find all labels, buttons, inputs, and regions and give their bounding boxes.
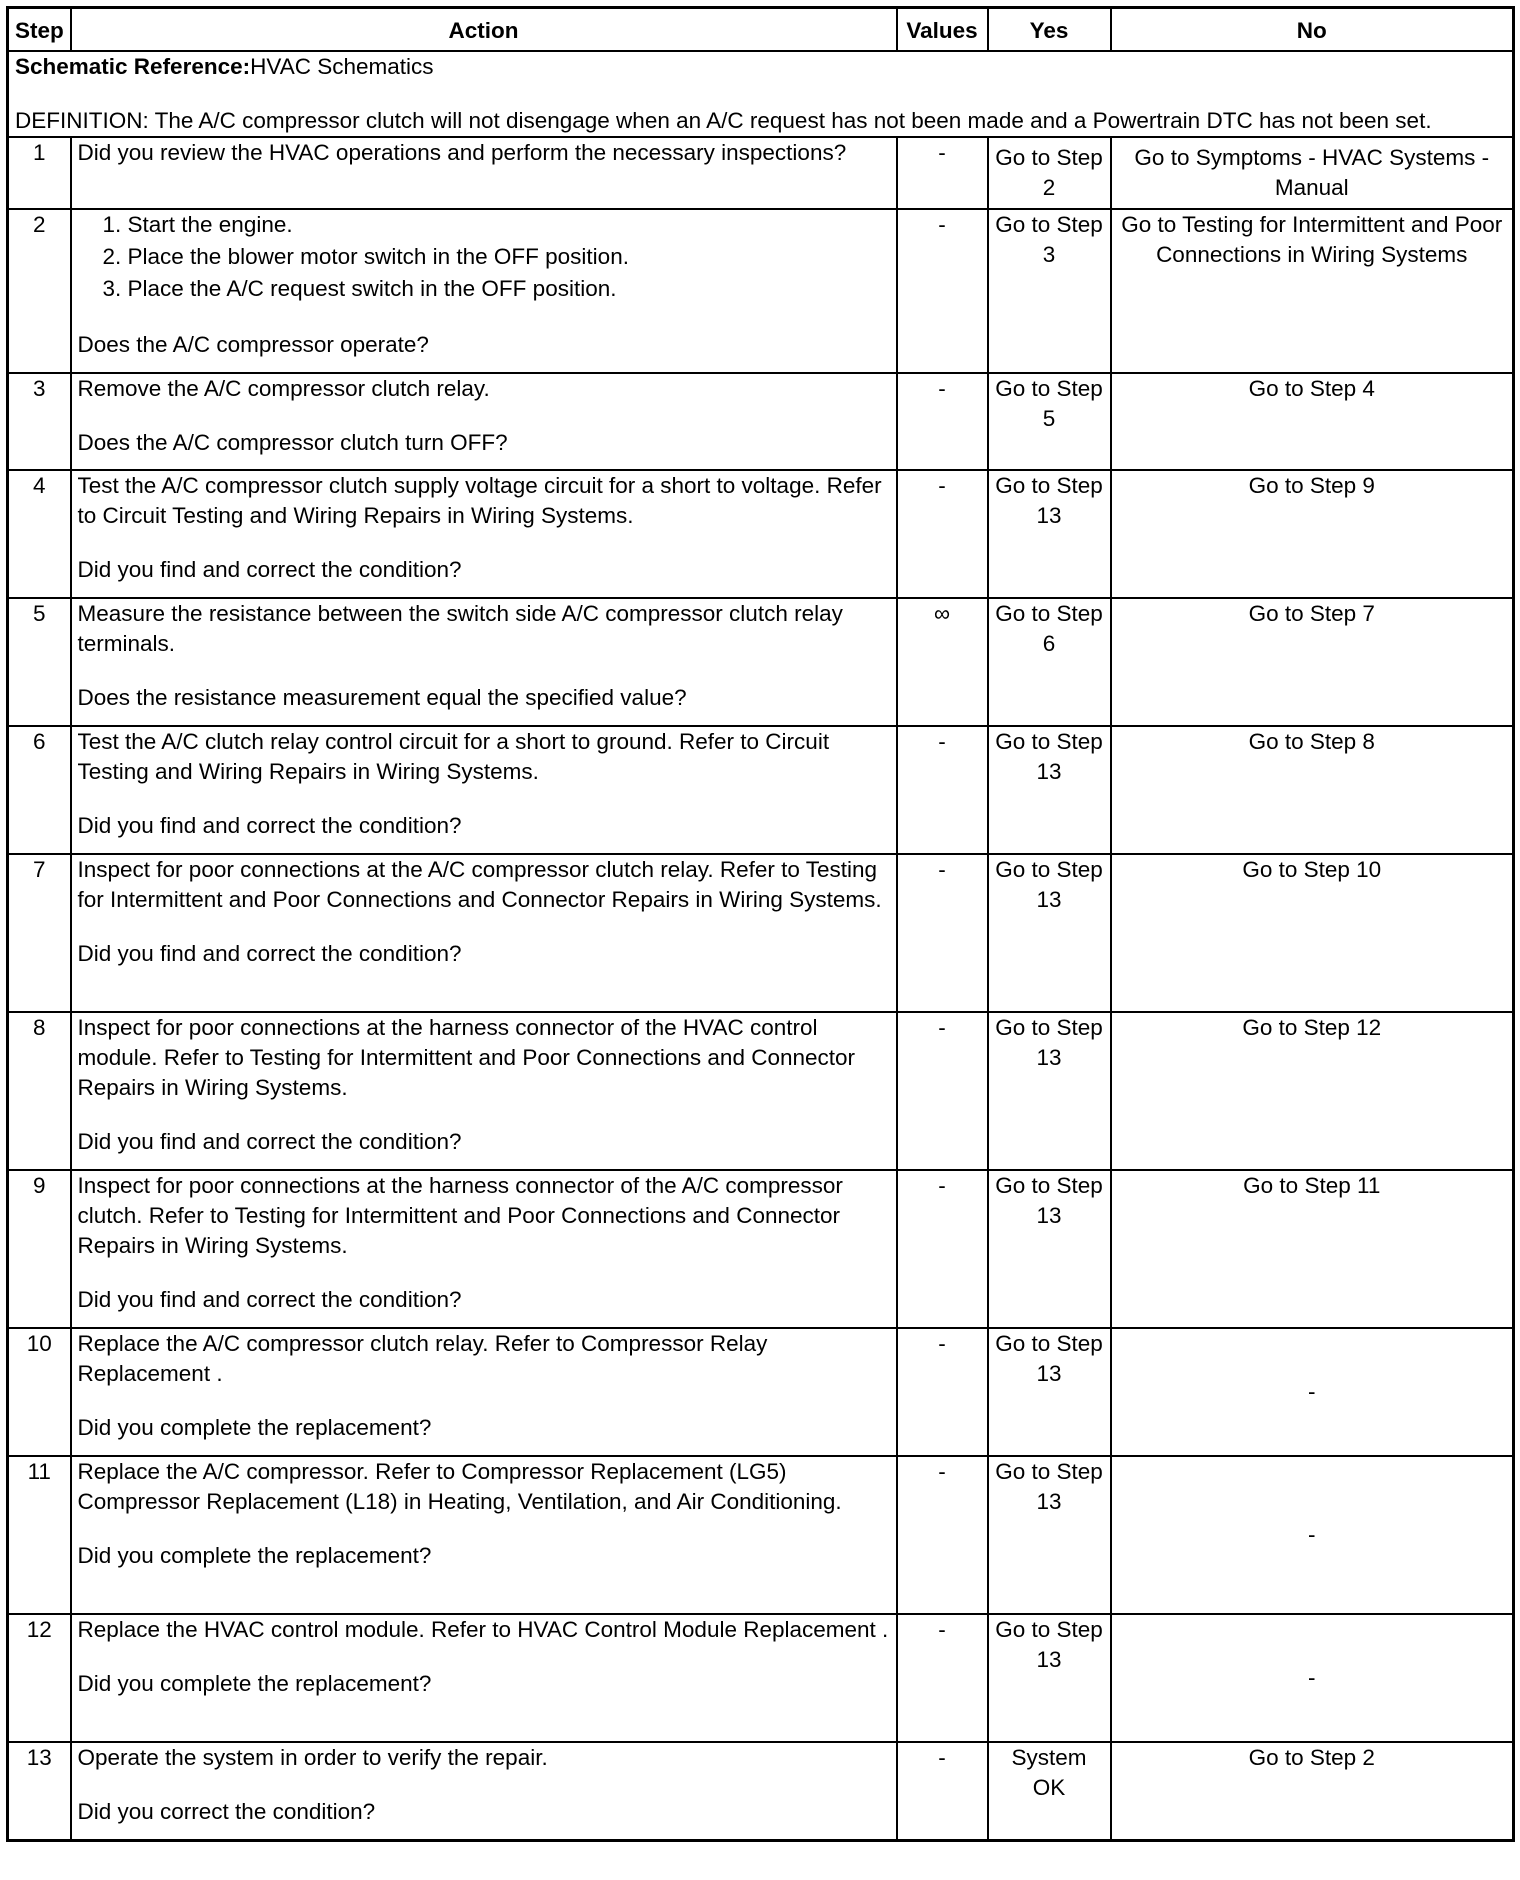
yes-cell: Go to Step 13 (988, 1170, 1111, 1328)
step-number: 13 (8, 1742, 71, 1840)
step-number: 1 (8, 137, 71, 209)
value-cell: - (897, 1012, 988, 1170)
question-text: Does the resistance measurement equal the specified value? (77, 685, 687, 710)
diagnostic-table-wrapper (6, 6, 1512, 1842)
no-cell: Go to Step 8 (1111, 726, 1514, 854)
action-cell (71, 854, 897, 1012)
list-item: 3. Place the A/C request switch in the OFF position. (128, 274, 890, 304)
action-text: Remove the A/C compressor clutch relay. (77, 376, 490, 401)
yes-cell: Go to Step 13 (988, 854, 1111, 1012)
value-cell: - (897, 137, 988, 209)
value-cell: - (897, 854, 988, 1012)
table-row (8, 209, 1514, 373)
header-yes: Yes (988, 8, 1111, 52)
table-row (8, 1012, 1514, 1170)
definition-text: DEFINITION: The A/C compressor clutch will not disengage when an A/C request has not been made and a Powertrain DTC has not been set. (15, 108, 1432, 133)
value-cell: - (897, 1456, 988, 1614)
table-row (8, 1614, 1514, 1742)
value-cell: - (897, 470, 988, 598)
action-text: Inspect for poor connections at the A/C compressor clutch relay. Refer to Testing for Intermittent and Poor Connections and Connector Repairs in Wiring Systems. (77, 857, 882, 912)
header-row (8, 8, 1514, 52)
action-text: Operate the system in order to verify the repair. (77, 1745, 548, 1770)
table-row (8, 1170, 1514, 1328)
no-cell: - (1111, 1328, 1514, 1456)
question-text: Did you find and correct the condition? (77, 1129, 462, 1154)
value-cell: - (897, 1614, 988, 1742)
yes-cell: System OK (988, 1742, 1111, 1840)
no-cell: - (1111, 1614, 1514, 1742)
yes-cell: Go to Step 6 (988, 598, 1111, 726)
substep-list (78, 210, 890, 304)
question-text: Did you complete the replacement? (77, 1543, 432, 1568)
no-cell: Go to Step 7 (1111, 598, 1514, 726)
value-cell: - (897, 1742, 988, 1840)
action-cell (71, 470, 897, 598)
table-row (8, 137, 1514, 209)
header-no: No (1111, 8, 1514, 52)
action-cell (71, 1170, 897, 1328)
action-cell (71, 373, 897, 470)
intro-row (8, 51, 1514, 137)
question-text: Did you find and correct the condition? (77, 557, 462, 582)
action-cell (71, 137, 897, 209)
question-text: Does the A/C compressor operate? (77, 332, 429, 357)
action-text: Measure the resistance between the switch side A/C compressor clutch relay terminals. (77, 601, 843, 656)
no-cell: Go to Testing for Intermittent and Poor Connections in Wiring Systems (1111, 209, 1514, 373)
action-text: Test the A/C clutch relay control circuit for a short to ground. Refer to Circuit Testing and Wiring Repairs in Wiring Systems. (77, 729, 830, 784)
table-row (8, 1742, 1514, 1840)
no-cell: Go to Symptoms - HVAC Systems - Manual (1111, 137, 1514, 209)
value-cell: - (897, 726, 988, 854)
action-text: Inspect for poor connections at the harness connector of the HVAC control module. Refer to Testing for Intermittent and Poor Connections and Connector Repairs in Wiring Systems. (77, 1015, 856, 1100)
action-text: Did you review the HVAC operations and perform the necessary inspections? (77, 140, 847, 165)
value-cell: - (897, 1328, 988, 1456)
step-number: 4 (8, 470, 71, 598)
yes-cell: Go to Step 3 (988, 209, 1111, 373)
yes-cell: Go to Step 13 (988, 470, 1111, 598)
yes-cell: Go to Step 2 (988, 137, 1111, 209)
table-row (8, 854, 1514, 1012)
action-cell (71, 1456, 897, 1614)
step-number: 10 (8, 1328, 71, 1456)
schematic-label: Schematic Reference: (15, 54, 251, 79)
yes-cell: Go to Step 13 (988, 726, 1111, 854)
action-cell (71, 598, 897, 726)
header-values: Values (897, 8, 988, 52)
question-text: Did you find and correct the condition? (77, 1287, 462, 1312)
value-cell: ∞ (897, 598, 988, 726)
action-cell (71, 1614, 897, 1742)
question-text: Did you complete the replacement? (77, 1415, 432, 1440)
step-number: 7 (8, 854, 71, 1012)
list-item: 2. Place the blower motor switch in the OFF position. (128, 242, 890, 272)
value-cell: - (897, 209, 988, 373)
action-cell (71, 726, 897, 854)
action-text: Replace the HVAC control module. Refer to HVAC Control Module Replacement . (77, 1617, 889, 1642)
value-cell: - (897, 1170, 988, 1328)
no-cell: Go to Step 10 (1111, 854, 1514, 1012)
diagnostic-table (6, 6, 1515, 1842)
table-row (8, 1328, 1514, 1456)
question-text: Did you find and correct the condition? (77, 813, 462, 838)
no-cell: Go to Step 12 (1111, 1012, 1514, 1170)
question-text: Did you complete the replacement? (77, 1671, 432, 1696)
table-row (8, 373, 1514, 470)
action-cell (71, 1012, 897, 1170)
action-cell (71, 1328, 897, 1456)
question-text: Did you correct the condition? (77, 1799, 376, 1824)
step-number: 8 (8, 1012, 71, 1170)
step-number: 3 (8, 373, 71, 470)
action-text: Test the A/C compressor clutch supply voltage circuit for a short to voltage. Refer to Circuit Testing and Wiring Repairs in Wiring Systems. (77, 473, 882, 528)
step-number: 6 (8, 726, 71, 854)
question-text: Did you find and correct the condition? (77, 941, 462, 966)
table-row (8, 726, 1514, 854)
no-cell: Go to Step 4 (1111, 373, 1514, 470)
yes-cell: Go to Step 13 (988, 1328, 1111, 1456)
header-step: Step (8, 8, 71, 52)
header-action: Action (71, 8, 897, 52)
schematic-reference (15, 52, 1506, 82)
step-number: 2 (8, 209, 71, 373)
action-text: Replace the A/C compressor clutch relay. Refer to Compressor Relay Replacement . (77, 1331, 768, 1386)
step-number: 9 (8, 1170, 71, 1328)
no-cell: Go to Step 2 (1111, 1742, 1514, 1840)
table-row (8, 1456, 1514, 1614)
action-cell (71, 209, 897, 373)
yes-cell: Go to Step 13 (988, 1456, 1111, 1614)
step-number: 12 (8, 1614, 71, 1742)
question-text: Does the A/C compressor clutch turn OFF? (77, 430, 508, 455)
no-cell: Go to Step 9 (1111, 470, 1514, 598)
action-text: Inspect for poor connections at the harness connector of the A/C compressor clutch. Refer to Testing for Intermittent and Poor Connections and Connector Repairs in Wiring Systems. (77, 1173, 843, 1258)
list-item: 1. Start the engine. (128, 210, 890, 240)
no-cell: Go to Step 11 (1111, 1170, 1514, 1328)
value-cell: - (897, 373, 988, 470)
schematic-link[interactable]: HVAC Schematics (250, 54, 434, 79)
table-row (8, 470, 1514, 598)
yes-cell: Go to Step 5 (988, 373, 1111, 470)
yes-cell: Go to Step 13 (988, 1012, 1111, 1170)
table-row (8, 598, 1514, 726)
no-cell: - (1111, 1456, 1514, 1614)
step-number: 5 (8, 598, 71, 726)
step-number: 11 (8, 1456, 71, 1614)
action-cell (71, 1742, 897, 1840)
yes-cell: Go to Step 13 (988, 1614, 1111, 1742)
intro-cell (8, 51, 1514, 137)
action-text: Replace the A/C compressor. Refer to Compressor Replacement (LG5) Compressor Replacement (L18) in Heating, Ventilation, and Air Conditioning. (77, 1459, 842, 1514)
